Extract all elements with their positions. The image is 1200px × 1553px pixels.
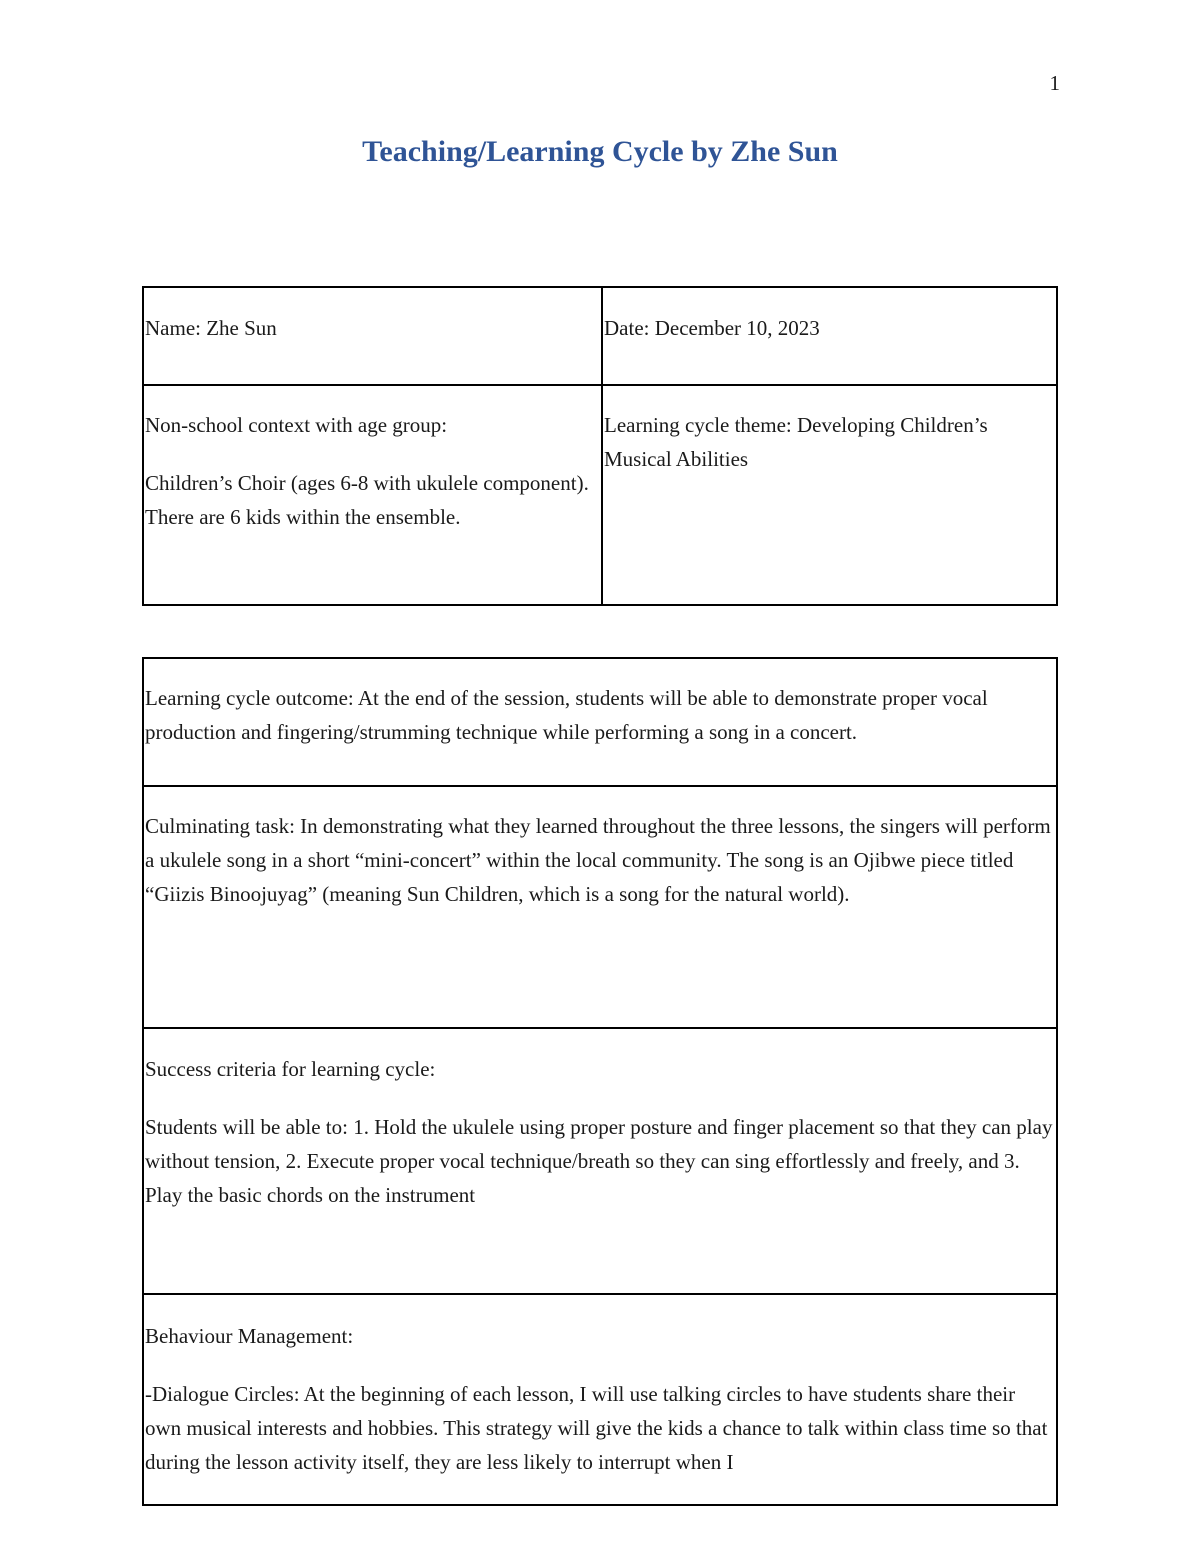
outcome-cell <box>143 658 1057 786</box>
name-text: Name: Zhe Sun <box>145 316 277 340</box>
success-criteria-text: Students will be able to: 1. Hold the ukulele using proper posture and finger placement so that they can play without tension, 2. Execute proper vocal technique/breath so they can sing effortlessly and freely, and 3. Play the basic chords on the instrument <box>145 1115 1053 1207</box>
table-row <box>143 786 1057 1028</box>
context-label: Non-school context with age group: <box>145 413 448 437</box>
context-cell <box>143 385 602 605</box>
document-title: Teaching/Learning Cycle by Zhe Sun <box>362 135 838 168</box>
behaviour-management-cell <box>143 1294 1057 1505</box>
table-row <box>143 1028 1057 1294</box>
page-number: 1 <box>1049 71 1060 95</box>
theme-text: Learning cycle theme: Developing Children’s Musical Abilities <box>604 413 988 471</box>
lesson-info-table <box>142 286 1058 606</box>
table-row <box>143 1294 1057 1505</box>
date-text: Date: December 10, 2023 <box>604 316 820 340</box>
table-row <box>143 658 1057 786</box>
outcome-text: Learning cycle outcome: At the end of the session, students will be able to demonstrate proper vocal production and fingering/strumming technique while performing a song in a concert. <box>145 686 988 744</box>
context-value: Children’s Choir (ages 6-8 with ukulele component). There are 6 kids within the ensemble. <box>145 471 589 529</box>
success-criteria-cell <box>143 1028 1057 1294</box>
theme-cell <box>602 385 1057 605</box>
behaviour-management-label: Behaviour Management: <box>145 1324 354 1348</box>
success-criteria-label: Success criteria for learning cycle: <box>145 1057 436 1081</box>
date-cell <box>602 287 1057 385</box>
table-row <box>143 385 1057 605</box>
learning-cycle-table <box>142 657 1058 1506</box>
name-cell <box>143 287 602 385</box>
culminating-task-text: Culminating task: In demonstrating what they learned throughout the three lessons, the singers will perform a ukulele song in a short “mini-concert” within the local community. The song is an Ojibwe piece titled “Giizis Binoojuyag” (meaning Sun Children, which is a song for the natural world). <box>145 814 1051 906</box>
behaviour-management-text: -Dialogue Circles: At the beginning of each lesson, I will use talking circles to have students share their own musical interests and hobbies. This strategy will give the kids a chance to talk within class time so that during the lesson activity itself, they are less likely to interrupt when I <box>145 1382 1048 1474</box>
table-row <box>143 287 1057 385</box>
culminating-task-cell <box>143 786 1057 1028</box>
